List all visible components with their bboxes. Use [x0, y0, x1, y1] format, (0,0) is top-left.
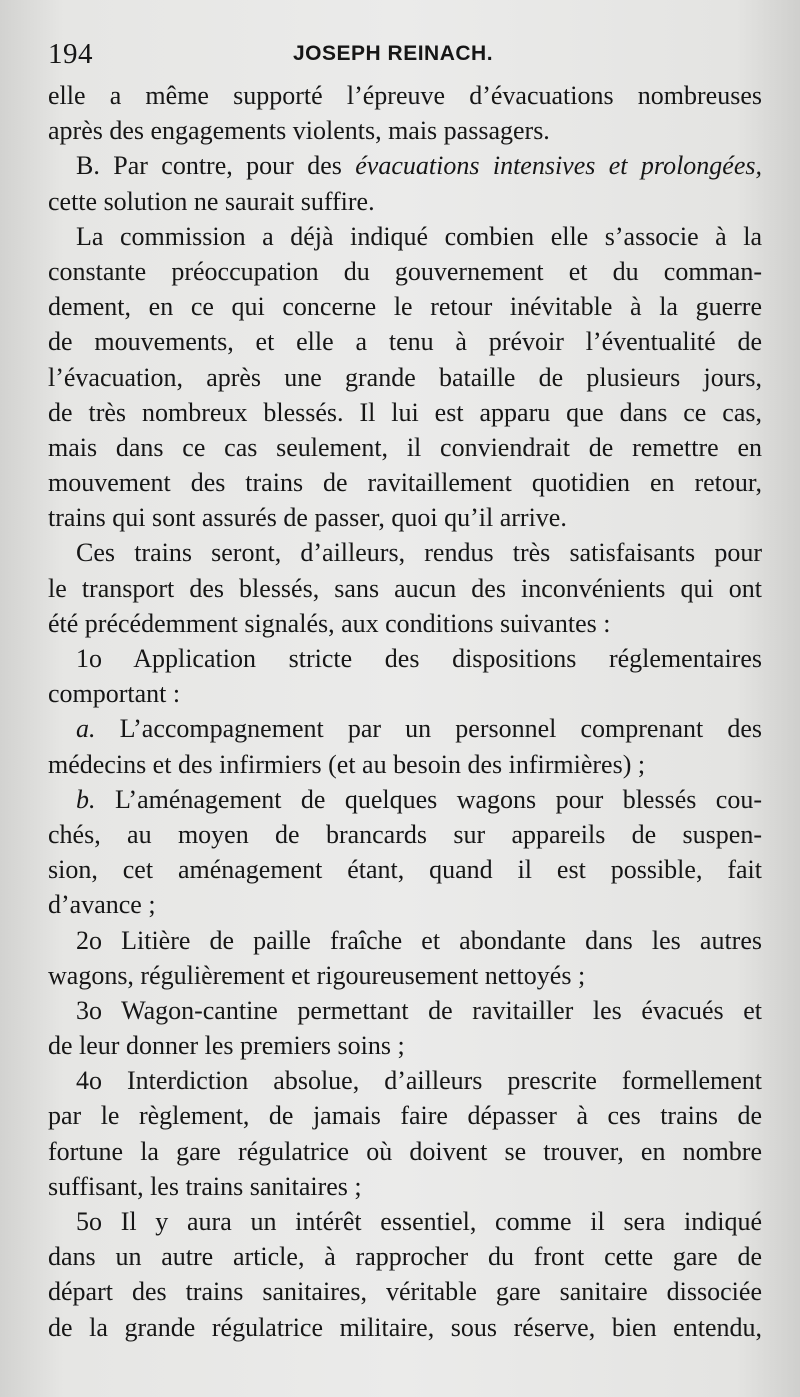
- text-line: après des engagements violents, mais passagers.: [48, 116, 550, 146]
- item-letter: a.: [76, 714, 96, 744]
- text-line: d’avance ;: [48, 890, 156, 920]
- text-line: [48, 711, 762, 746]
- text-line: de leur donner les premiers soins ;: [48, 1031, 405, 1061]
- text-line: le transport des blessés, sans aucun des inconvénients qui ont: [48, 573, 762, 603]
- text-line: constante préoccupation du gouvernement et du comman-: [48, 256, 762, 286]
- text-line: sion, cet aménagement étant, quand il est possible, fait: [48, 855, 762, 885]
- text-line: [48, 148, 762, 183]
- text-line: 3o Wagon-cantine permettant de ravitailler les évacués et: [76, 995, 762, 1025]
- text-line: wagons, régulièrement et rigoureusement nettoyés ;: [48, 960, 586, 990]
- item-letter: b.: [76, 784, 96, 814]
- text-line: dans un autre article, à rapprocher du front cette gare de: [48, 1242, 762, 1272]
- body-text: [48, 78, 762, 1345]
- text-line: comportant :: [48, 679, 181, 709]
- text-line: 5o Il y aura un intérêt essentiel, comme il sera indiqué: [76, 1207, 762, 1236]
- text-line: mais dans ce cas seulement, il conviendrait de remettre en: [48, 432, 762, 462]
- text-line: chés, au moyen de brancards sur appareils de suspen-: [48, 819, 762, 849]
- text-segment: L’accompagnement par un personnel comprenant des: [119, 714, 763, 744]
- text-line: cette solution ne saurait suffire.: [48, 186, 375, 216]
- text-line: trains qui sont assurés de passer, quoi qu’il arrive.: [48, 503, 567, 533]
- text-line: de mouvements, et elle a tenu à prévoir l’éventualité de: [48, 327, 762, 357]
- text-line: été précédemment signalés, aux conditions suivantes :: [48, 608, 611, 638]
- text-line: suffisant, les trains sanitaires ;: [48, 1171, 362, 1201]
- text-line: 4o Interdiction absolue, d’ailleurs prescrite formellement: [76, 1066, 762, 1096]
- running-head: JOSEPH REINACH.: [293, 42, 494, 65]
- text-segment: L’aménagement de quelques wagons pour blessés cou-: [114, 784, 762, 814]
- text-line: fortune la gare régulatrice où doivent se trouver, en nombre: [48, 1136, 762, 1166]
- text-line: La commission a déjà indiqué combien elle s’associe à la: [76, 221, 762, 251]
- text-line: dement, en ce qui concerne le retour inévitable à la guerre: [48, 292, 762, 322]
- italic-phrase: évacuations intensives et prolongées,: [355, 151, 763, 181]
- text-line: mouvement des trains de ravitaillement quotidien en retour,: [48, 468, 762, 498]
- text-line: départ des trains sanitaires, véritable gare sanitaire dissociée: [48, 1277, 762, 1307]
- text-line: de la grande régulatrice militaire, sous réserve, bien entendu,: [48, 1312, 762, 1342]
- text-line: de très nombreux blessés. Il lui est apparu que dans ce cas,: [48, 397, 762, 427]
- text-line: médecins et des infirmiers (et au besoin des infirmières) ;: [48, 749, 646, 779]
- text-line: [48, 782, 762, 817]
- text-line: Ces trains seront, d’ailleurs, rendus très satisfaisants pour: [76, 538, 762, 568]
- text-segment: B. Par contre, pour des: [76, 151, 342, 181]
- text-line: par le règlement, de jamais faire dépasser à ces trains de: [48, 1101, 762, 1131]
- text-line: 2o Litière de paille fraîche et abondante dans les autres: [76, 925, 762, 955]
- page-number: 194: [48, 38, 93, 70]
- text-line: l’évacuation, après une grande bataille de plusieurs jours,: [48, 362, 762, 392]
- text-line: 1o Application stricte des dispositions réglementaires: [76, 644, 762, 673]
- page-header: [48, 32, 752, 72]
- text-line: elle a même supporté l’épreuve d’évacuations nombreuses: [48, 81, 762, 110]
